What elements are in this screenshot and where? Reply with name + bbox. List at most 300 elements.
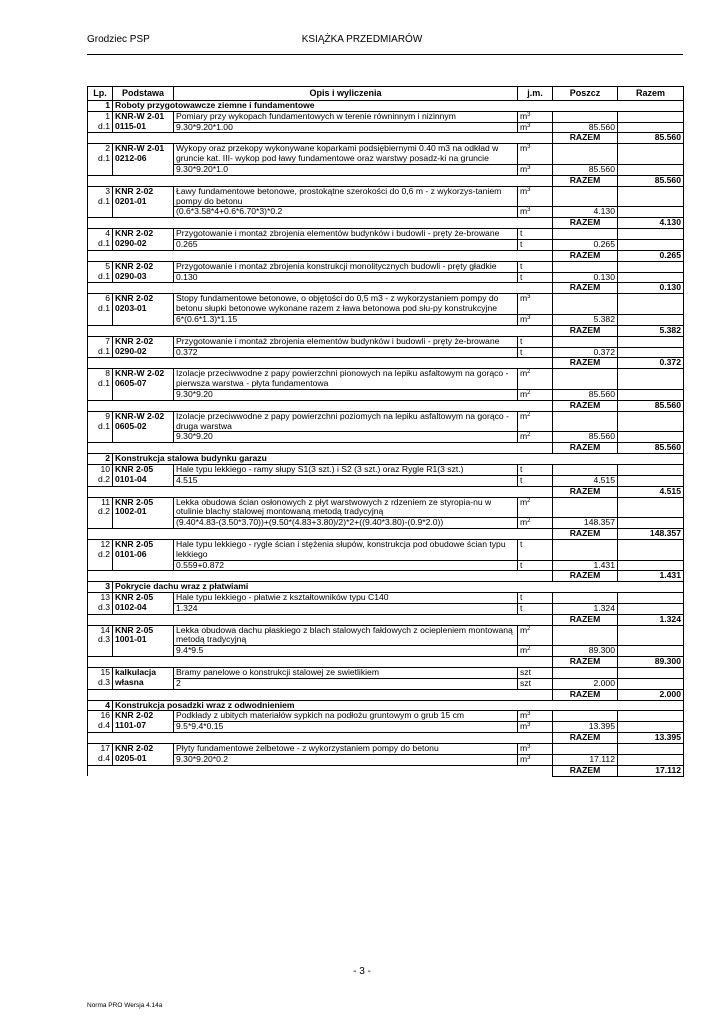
item-row xyxy=(88,668,684,679)
description-text: Płyty fundamentowe żelbetowe - z wykorzystaniem pompy do betonu xyxy=(176,743,439,754)
item-poszcz: 2.000 xyxy=(553,678,618,689)
description-text: Przygotowanie i montaż zbrojenia elementów budynków i budowli - pręty że-browane xyxy=(176,228,500,239)
item-number: 3 xyxy=(105,186,110,196)
item-row xyxy=(88,261,684,272)
unit-cell xyxy=(518,497,553,518)
item-calculation: (0.6*3.58*4+0.6*6.70*3)*0.2 xyxy=(174,207,518,218)
razem-row xyxy=(88,325,684,336)
item-razem: 85.560 xyxy=(618,443,684,454)
description-text: Podkłady z ubitych materiałów sypkich na podłożu gruntowym o grub 15 cm xyxy=(176,710,465,721)
unit-text: $m^2$ xyxy=(520,431,531,442)
item-section-ref: d.1 xyxy=(98,237,110,248)
empty-cell xyxy=(618,432,684,443)
calc-row xyxy=(88,678,684,689)
unit-cell xyxy=(518,593,553,604)
unit-cell xyxy=(518,475,553,486)
item-calculation: 0.130 xyxy=(174,272,518,283)
unit-text: $m^3$ xyxy=(520,111,531,121)
empty-cell xyxy=(88,218,553,229)
unit-exponent: 2 xyxy=(527,411,531,418)
empty-cell xyxy=(618,369,684,390)
unit-exponent: 3 xyxy=(527,744,531,751)
header-left: Grodziec PSP xyxy=(87,34,150,45)
unit-exponent: 3 xyxy=(527,207,531,214)
empty-cell xyxy=(618,261,684,272)
empty-cell xyxy=(88,283,553,294)
item-section-ref: d.1 xyxy=(98,270,110,281)
item-poszcz: 0.130 xyxy=(553,272,618,283)
item-poszcz: 17.112 xyxy=(553,754,618,765)
page-title: KSIĄŻKA PRZEDMIARÓW xyxy=(301,34,423,45)
razem-row xyxy=(88,133,684,144)
empty-cell xyxy=(88,250,553,261)
podstawa-catalog: KNR 2-05 xyxy=(115,464,154,474)
unit-exponent: 2 xyxy=(527,389,531,396)
item-number: 12 xyxy=(100,539,110,549)
item-calculation: 0.559+0.872 xyxy=(174,560,518,571)
item-section-ref: d.4 xyxy=(98,752,110,763)
razem-label: RAZEM xyxy=(553,571,618,582)
razem-label: RAZEM xyxy=(553,733,618,744)
podstawa-catalog: KNR 2-02 xyxy=(115,261,154,271)
empty-cell xyxy=(88,733,553,744)
section-number: 1 xyxy=(88,101,113,112)
unit-text: $m^3$ xyxy=(520,721,531,732)
col-razem: Razem xyxy=(618,87,684,101)
item-poszcz: 4.515 xyxy=(553,475,618,486)
unit-exponent: 3 xyxy=(527,122,531,129)
item-section-ref: d.2 xyxy=(98,473,110,484)
item-description xyxy=(174,593,518,604)
description-text: Hale typu lekkiego - rygle ścian i stężenia słupów, konstrukcja pod obudowe ścian typu lekkiego xyxy=(176,539,506,559)
podstawa-position: 0203-01 xyxy=(115,303,147,314)
item-razem: 1.324 xyxy=(618,614,684,625)
razem-label: RAZEM xyxy=(553,358,618,369)
description-text: Lekka obudowa ścian osłonowych z płyt warstwowych z rdzeniem ze styropia-nu w otulinie blachy stalowej montowaną metodą tradycyjną xyxy=(176,497,492,517)
podstawa-position: własna xyxy=(115,676,144,687)
podstawa-position: 1002-01 xyxy=(115,506,147,517)
empty-cell xyxy=(618,625,684,646)
table-header-row xyxy=(88,87,684,101)
calc-row xyxy=(88,475,684,486)
item-row xyxy=(88,369,684,390)
calc-row xyxy=(88,122,684,133)
unit-cell xyxy=(518,646,553,657)
unit-text: $m^3$ xyxy=(520,206,531,217)
calc-row xyxy=(88,164,684,175)
empty-cell xyxy=(618,336,684,347)
item-razem: 13.395 xyxy=(618,733,684,744)
calc-row xyxy=(88,560,684,571)
item-row xyxy=(88,111,684,122)
unit-text: t xyxy=(520,336,523,346)
podstawa-position: 0290-02 xyxy=(115,345,147,356)
unit-text: $m^3$ xyxy=(520,754,531,764)
item-row xyxy=(88,539,684,560)
empty-cell xyxy=(618,593,684,604)
item-poszcz: 85.560 xyxy=(553,389,618,400)
unit-text: t xyxy=(520,592,523,603)
empty-cell xyxy=(88,175,553,186)
razem-row xyxy=(88,765,684,776)
podstawa-position: 0102-04 xyxy=(115,601,147,612)
item-calculation: 1.324 xyxy=(174,603,518,614)
razem-label: RAZEM xyxy=(553,657,618,668)
item-razem: 85.560 xyxy=(618,133,684,144)
unit-text: $m^2$ xyxy=(520,625,531,635)
unit-cell xyxy=(518,144,553,165)
col-poszcz: Poszcz xyxy=(553,87,618,101)
unit-exponent: 3 xyxy=(527,754,531,761)
section-title: Konstrukcja stalowa budynku garazu xyxy=(113,454,684,465)
description-text: Stopy fundamentowe betonowe, o objętości do 0,5 m3 - z wykorzystaniem pompy do betonu słupki betonowe wykonane razem z ława betonowa pod słu-py konstrukcyjne xyxy=(176,293,499,314)
razem-row xyxy=(88,218,684,229)
unit-text: $m^3$ xyxy=(520,710,531,721)
col-opis: Opis i wyliczenia xyxy=(174,87,518,101)
item-poszcz: 85.560 xyxy=(553,122,618,133)
podstawa-catalog: KNR 2-05 xyxy=(115,497,154,507)
unit-cell xyxy=(518,678,553,689)
item-podstawa xyxy=(113,711,174,733)
item-number: 17 xyxy=(100,743,110,754)
empty-cell xyxy=(88,689,553,700)
description-text: Pomiary przy wykopach fundamentowych w terenie równinnym i nizinnym xyxy=(176,111,456,121)
item-section-ref: d.2 xyxy=(98,506,110,517)
empty-cell xyxy=(618,207,684,218)
table-body xyxy=(88,101,684,777)
empty-cell xyxy=(553,261,618,272)
empty-cell xyxy=(618,347,684,358)
item-section-ref: d.2 xyxy=(98,548,110,559)
item-poszcz: 89.300 xyxy=(553,646,618,657)
empty-cell xyxy=(553,668,618,679)
item-description xyxy=(174,539,518,560)
unit-cell xyxy=(518,272,553,283)
unit-cell xyxy=(518,186,553,207)
description-text: Hale typu lekkiego - ramy słupy S1(3 szt.) i S2 (3 szt.) oraz Rygle R1(3 szt.) xyxy=(176,464,464,474)
description-text: Przygotowanie i montaż zbrojenia konstrukcji monolitycznych budowli - pręty gładkie xyxy=(176,261,497,271)
item-razem: 85.560 xyxy=(618,175,684,186)
podstawa-catalog: KNR 2-05 xyxy=(115,539,154,549)
item-number: 8 xyxy=(105,368,110,379)
item-section-ref: d.1 xyxy=(98,378,110,389)
item-lp xyxy=(88,539,113,570)
podstawa-catalog: KNR 2-02 xyxy=(115,743,154,754)
item-description xyxy=(174,625,518,646)
unit-cell xyxy=(518,369,553,390)
page-number: - 3 - xyxy=(353,966,371,977)
razem-row xyxy=(88,657,684,668)
unit-exponent: 2 xyxy=(527,497,531,504)
item-razem: 1.431 xyxy=(618,571,684,582)
empty-cell xyxy=(88,400,553,411)
item-section-ref: d.1 xyxy=(98,420,110,431)
section-row xyxy=(88,582,684,593)
section-number: 4 xyxy=(88,700,113,711)
unit-text: t xyxy=(520,228,523,239)
unit-cell xyxy=(518,668,553,679)
col-podstawa: Podstawa xyxy=(113,87,174,101)
unit-text: $m^3$ xyxy=(520,164,531,174)
unit-text: $m^2$ xyxy=(520,497,531,507)
unit-cell xyxy=(518,336,553,347)
item-section-ref: d.1 xyxy=(98,120,110,131)
item-calculation: 9.4*9.5 xyxy=(174,646,518,657)
item-description xyxy=(174,668,518,679)
description-text: Ławy fundamentowe betonowe, prostokątne szerokości do 0,6 m - z wykorzys-taniem pompy do betonu xyxy=(176,186,502,206)
unit-cell xyxy=(518,261,553,272)
empty-cell xyxy=(618,603,684,614)
item-podstawa xyxy=(113,464,174,486)
razem-row xyxy=(88,283,684,294)
calc-row xyxy=(88,272,684,283)
unit-exponent: 3 xyxy=(527,164,531,171)
unit-cell xyxy=(518,411,553,432)
przedmiar-table xyxy=(87,86,684,777)
item-row xyxy=(88,625,684,646)
unit-cell xyxy=(518,722,553,733)
col-lp: Lp. xyxy=(88,87,113,101)
item-description xyxy=(174,144,518,165)
podstawa-catalog: KNR 2-05 xyxy=(115,625,154,635)
item-number: 7 xyxy=(105,336,110,346)
podstawa-catalog: KNR 2-02 xyxy=(115,228,154,239)
description-text: Przygotowanie i montaż zbrojenia elementów budynków i budowli - pręty że-browane xyxy=(176,336,500,346)
item-poszcz: 1.324 xyxy=(553,603,618,614)
section-row xyxy=(88,700,684,711)
unit-cell xyxy=(518,432,553,443)
item-description xyxy=(174,261,518,272)
unit-cell xyxy=(518,122,553,133)
unit-text: t xyxy=(520,272,523,282)
unit-text: $m^2$ xyxy=(520,389,531,399)
section-title: Roboty przygotowawcze ziemne i fundamentowe xyxy=(113,101,684,112)
unit-text: $m^2$ xyxy=(520,517,531,528)
razem-label: RAZEM xyxy=(553,528,618,539)
item-razem: 4.130 xyxy=(618,218,684,229)
item-number: 16 xyxy=(100,710,110,721)
item-podstawa xyxy=(113,744,174,766)
empty-cell xyxy=(553,336,618,347)
calc-row xyxy=(88,603,684,614)
unit-cell xyxy=(518,625,553,646)
header-divider xyxy=(87,54,683,55)
item-section-ref: d.1 xyxy=(98,153,110,164)
unit-exponent: 2 xyxy=(527,369,531,376)
empty-cell xyxy=(88,765,553,776)
razem-row xyxy=(88,486,684,497)
unit-cell xyxy=(518,711,553,722)
item-lp xyxy=(88,593,113,615)
item-section-ref: d.1 xyxy=(98,195,110,206)
item-row xyxy=(88,294,684,315)
unit-text: t xyxy=(520,603,523,613)
podstawa-position: 0101-06 xyxy=(115,548,147,559)
unit-text: t xyxy=(520,239,523,249)
podstawa-position: 0605-07 xyxy=(115,378,147,389)
item-razem: 4.515 xyxy=(618,486,684,497)
empty-cell xyxy=(553,711,618,722)
unit-text: t xyxy=(520,539,523,549)
description-text: Izolacje przeciwwodne z papy powierzchni pionowych na lepiku asfaltowym na gorąco - pierwsza warstwa - płyta fundamentowa xyxy=(176,368,509,389)
item-poszcz: 0.372 xyxy=(553,347,618,358)
unit-exponent: 2 xyxy=(527,518,531,525)
item-description xyxy=(174,186,518,207)
item-razem: 148.357 xyxy=(618,528,684,539)
item-lp xyxy=(88,411,113,442)
item-lp xyxy=(88,186,113,217)
item-row xyxy=(88,744,684,755)
item-razem: 0.372 xyxy=(618,358,684,369)
item-section-ref: d.3 xyxy=(98,634,110,645)
podstawa-position: 1101-07 xyxy=(115,720,147,731)
unit-text: $m^2$ xyxy=(520,411,531,421)
item-number: 13 xyxy=(100,592,110,603)
podstawa-catalog: KNR 2-02 xyxy=(115,336,154,346)
calc-row xyxy=(88,722,684,733)
item-poszcz: 148.357 xyxy=(553,518,618,529)
item-razem: 0.130 xyxy=(618,283,684,294)
item-poszcz: 5.382 xyxy=(553,314,618,325)
item-row xyxy=(88,336,684,347)
item-number: 4 xyxy=(105,228,110,239)
item-podstawa xyxy=(113,144,174,175)
empty-cell xyxy=(618,229,684,240)
unit-cell xyxy=(518,207,553,218)
footer-version: Norma PRO Wersja 4.14a xyxy=(87,1002,163,1009)
empty-cell xyxy=(618,314,684,325)
empty-cell xyxy=(553,539,618,560)
item-poszcz: 0.265 xyxy=(553,239,618,250)
razem-label: RAZEM xyxy=(553,400,618,411)
razem-row xyxy=(88,358,684,369)
item-description xyxy=(174,744,518,755)
item-podstawa xyxy=(113,625,174,656)
item-razem: 2.000 xyxy=(618,689,684,700)
item-description xyxy=(174,411,518,432)
razem-row xyxy=(88,400,684,411)
calc-row xyxy=(88,347,684,358)
item-row xyxy=(88,593,684,604)
unit-exponent: 2 xyxy=(527,646,531,653)
empty-cell xyxy=(553,411,618,432)
razem-label: RAZEM xyxy=(553,283,618,294)
item-poszcz: 1.431 xyxy=(553,560,618,571)
section-number: 3 xyxy=(88,582,113,593)
empty-cell xyxy=(88,325,553,336)
unit-cell xyxy=(518,464,553,475)
unit-text: t xyxy=(520,347,523,357)
item-description xyxy=(174,369,518,390)
item-calculation: 9.30*9.20*1.0 xyxy=(174,164,518,175)
item-calculation: 2 xyxy=(174,678,518,689)
podstawa-position: 1001-01 xyxy=(115,634,147,645)
empty-cell xyxy=(88,571,553,582)
col-jm: j.m. xyxy=(518,87,553,101)
unit-cell xyxy=(518,229,553,240)
razem-label: RAZEM xyxy=(553,218,618,229)
empty-cell xyxy=(618,294,684,315)
razem-row xyxy=(88,175,684,186)
item-calculation: 9.30*9.20*0.2 xyxy=(174,754,518,765)
section-title: Pokrycie dachu wraz z płatwiami xyxy=(113,582,684,593)
item-number: 5 xyxy=(105,261,110,271)
unit-cell xyxy=(518,111,553,122)
description-text: Izolacje przeciwwodne z papy powierzchni poziomych na lepiku asfaltowym na gorąco - druga warstwa xyxy=(176,411,509,431)
podstawa-catalog: KNR-W 2-01 xyxy=(115,143,165,154)
item-lp xyxy=(88,229,113,251)
item-lp xyxy=(88,497,113,528)
unit-text: $m^2$ xyxy=(520,368,531,379)
item-lp xyxy=(88,294,113,325)
item-lp xyxy=(88,261,113,283)
empty-cell xyxy=(88,614,553,625)
empty-cell xyxy=(88,528,553,539)
item-description xyxy=(174,229,518,240)
empty-cell xyxy=(618,722,684,733)
empty-cell xyxy=(618,475,684,486)
item-razem: 17.112 xyxy=(618,765,684,776)
razem-row xyxy=(88,689,684,700)
unit-cell xyxy=(518,603,553,614)
description-text: Hale typu lekkiego - płatwie z kształtowników typu C140 xyxy=(176,592,389,603)
unit-text: $m^3$ xyxy=(520,293,531,304)
empty-cell xyxy=(88,358,553,369)
podstawa-catalog: KNR 2-02 xyxy=(115,186,154,196)
item-section-ref: d.3 xyxy=(98,676,110,687)
item-row xyxy=(88,186,684,207)
item-podstawa xyxy=(113,539,174,570)
unit-cell xyxy=(518,314,553,325)
description-text: Lekka obudowa dachu płaskiego z blach stalowych fałdowych z ociepleniem montowaną metodą tradycyjną xyxy=(176,625,513,645)
item-lp xyxy=(88,711,113,733)
item-podstawa xyxy=(113,497,174,528)
empty-cell xyxy=(618,411,684,432)
unit-exponent: 3 xyxy=(527,711,531,718)
empty-cell xyxy=(553,294,618,315)
empty-cell xyxy=(553,111,618,122)
item-podstawa xyxy=(113,411,174,442)
item-lp xyxy=(88,369,113,400)
razem-label: RAZEM xyxy=(553,689,618,700)
item-description xyxy=(174,464,518,475)
empty-cell xyxy=(618,518,684,529)
calc-row xyxy=(88,314,684,325)
unit-exponent: 3 xyxy=(527,294,531,301)
empty-cell xyxy=(618,646,684,657)
unit-text: t xyxy=(520,464,523,474)
unit-exponent: 3 xyxy=(527,186,531,193)
podstawa-catalog: KNR-W 2-02 xyxy=(115,368,165,379)
unit-text: t xyxy=(520,261,523,271)
item-razem: 85.560 xyxy=(618,400,684,411)
podstawa-position: 0201-01 xyxy=(115,195,147,206)
empty-cell xyxy=(618,539,684,560)
item-number: 1 xyxy=(105,111,110,121)
empty-cell xyxy=(618,678,684,689)
item-description xyxy=(174,497,518,518)
item-description xyxy=(174,294,518,315)
item-number: 11 xyxy=(101,497,110,507)
empty-cell xyxy=(618,744,684,755)
podstawa-position: 0115-01 xyxy=(115,120,147,131)
empty-cell xyxy=(553,369,618,390)
item-poszcz: 85.560 xyxy=(553,432,618,443)
item-number: 15 xyxy=(100,667,110,678)
razem-label: RAZEM xyxy=(553,443,618,454)
item-podstawa xyxy=(113,336,174,358)
unit-exponent: 2 xyxy=(527,625,531,632)
